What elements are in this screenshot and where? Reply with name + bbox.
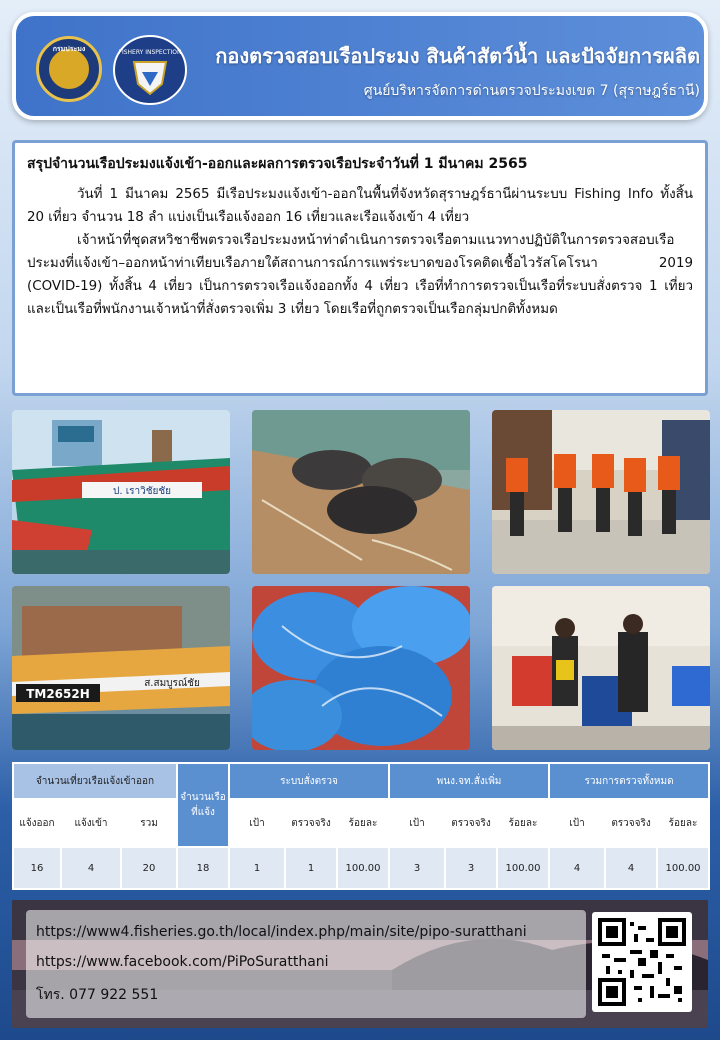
col-system-target: เป้า: [229, 799, 285, 847]
col-officer-actual: ตรวจจริง: [445, 799, 497, 847]
photo-nets-on-deck: [252, 410, 470, 574]
cell-officer-percent: 100.00: [497, 847, 549, 889]
col-total-percent: ร้อยละ: [657, 799, 709, 847]
header-trip-count: จำนวนเที่ยวเรือแจ้งเข้าออก: [13, 763, 177, 799]
facebook-link[interactable]: https://www.facebook.com/PiPoSuratthani: [36, 954, 329, 970]
photo-fishing-boat-2: [12, 586, 230, 750]
logo1-caption: กรมประมง: [52, 45, 86, 53]
col-notify-out: แจ้งออก: [13, 799, 61, 847]
photo-grid: [12, 410, 708, 750]
header-title: กองตรวจสอบเรือประมง สินค้าสัตว์น้ำ และปัจจัยการผลิต: [215, 44, 700, 68]
cell-system-target: 1: [229, 847, 285, 889]
col-total-target: เป้า: [549, 799, 605, 847]
boat2-name: ส.สมบูรณ์ชัย: [144, 678, 200, 689]
cell-system-percent: 100.00: [337, 847, 389, 889]
cell-boats: 18: [177, 847, 229, 889]
header-officer-added: พนง.จท.สั่งเพิ่ม: [389, 763, 549, 799]
cell-officer-actual: 3: [445, 847, 497, 889]
photo-blue-nets: [252, 586, 470, 750]
col-system-actual: ตรวจจริง: [285, 799, 337, 847]
cell-total-actual: 4: [605, 847, 657, 889]
logo2-caption: FISHERY INSPECTION: [118, 49, 182, 56]
cell-system-actual: 1: [285, 847, 337, 889]
cell-total-percent: 100.00: [657, 847, 709, 889]
cell-sum: 20: [121, 847, 177, 889]
col-notify-in: แจ้งเข้า: [61, 799, 121, 847]
summary-paragraph-2: เจ้าหน้าที่ชุดสหวิชาชีพตรวจเรือประมงหน้าท่าดำเนินการตรวจเรือตามแนวทางปฏิบัติในการตรวจสอบเรือประมงที่แจ้งเข้า–ออกหน้าท่าเทียบเรือภายใต้สถานการณ์การแพร่ระบาดของโรคติดเชื้อไวรัสโคโรนา 2019 (COVID-19) ทั้งสิ้น 4 เที่ยว เป็นการตรวจเรือแจ้งออกทั้ง 4 เที่ยว เรือที่ทำการตรวจเป็นเรือที่ระบบสั่งตรวจ 1 เที่ยวและเป็นเรือที่พนักงานเจ้าหน้าที่สั่งตรวจเพิ่ม 3 เที่ยว โดยเรือที่ถูกตรวจเป็นเรือกลุ่มปกติทั้งหมด: [27, 233, 693, 317]
inspection-stats-table: [12, 762, 710, 890]
cell-officer-target: 3: [389, 847, 445, 889]
fishery-inspection-logo: [112, 34, 188, 106]
photo-fishing-boat-1: [12, 410, 230, 574]
header-system-ordered: ระบบสั่งตรวจ: [229, 763, 389, 799]
footer-contact: [12, 900, 708, 1028]
photo-inspection-team: [492, 410, 710, 574]
website-link[interactable]: https://www4.fisheries.go.th/local/index.php/main/site/pipo-suratthani: [36, 924, 527, 940]
cell-notify-in: 4: [61, 847, 121, 889]
qr-code[interactable]: [592, 912, 692, 1012]
col-officer-target: เป้า: [389, 799, 445, 847]
col-total-actual: ตรวจจริง: [605, 799, 657, 847]
col-system-percent: ร้อยละ: [337, 799, 389, 847]
boat2-registration: TM2652H: [26, 687, 90, 701]
col-sum: รวม: [121, 799, 177, 847]
summary-panel: [12, 140, 708, 396]
cell-notify-out: 16: [13, 847, 61, 889]
header-total-inspections: รวมการตรวจทั้งหมด: [549, 763, 709, 799]
header-subtitle: ศูนย์บริหารจัดการด่านตรวจประมงเขต 7 (สุราษฎร์ธานี): [363, 83, 700, 99]
header-banner: [12, 12, 708, 120]
summary-title: สรุปจำนวนเรือประมงแจ้งเข้า-ออกและผลการตรวจเรือประจำวันที่ 1 มีนาคม 2565: [27, 156, 528, 172]
photo-document-check: [492, 586, 710, 750]
summary-paragraph-1: วันที่ 1 มีนาคม 2565 มีเรือประมงแจ้งเข้า-ออกในพื้นที่จังหวัดสุราษฎร์ธานีผ่านระบบ Fishing Info ทั้งสิ้น 20 เที่ยว จำนวน 18 ลำ แบ่งเป็นเรือแจ้งออก 16 เที่ยวและเรือแจ้งเข้า 4 เที่ยว: [27, 187, 693, 225]
footer-links-panel: [26, 910, 586, 1018]
phone-number: โทร. 077 922 551: [36, 987, 159, 1003]
cell-total-target: 4: [549, 847, 605, 889]
col-officer-percent: ร้อยละ: [497, 799, 549, 847]
boat1-name: ป. เราวิชัยชัย: [112, 486, 172, 497]
header-boat-count: จำนวนเรือที่แจ้ง: [177, 763, 229, 847]
